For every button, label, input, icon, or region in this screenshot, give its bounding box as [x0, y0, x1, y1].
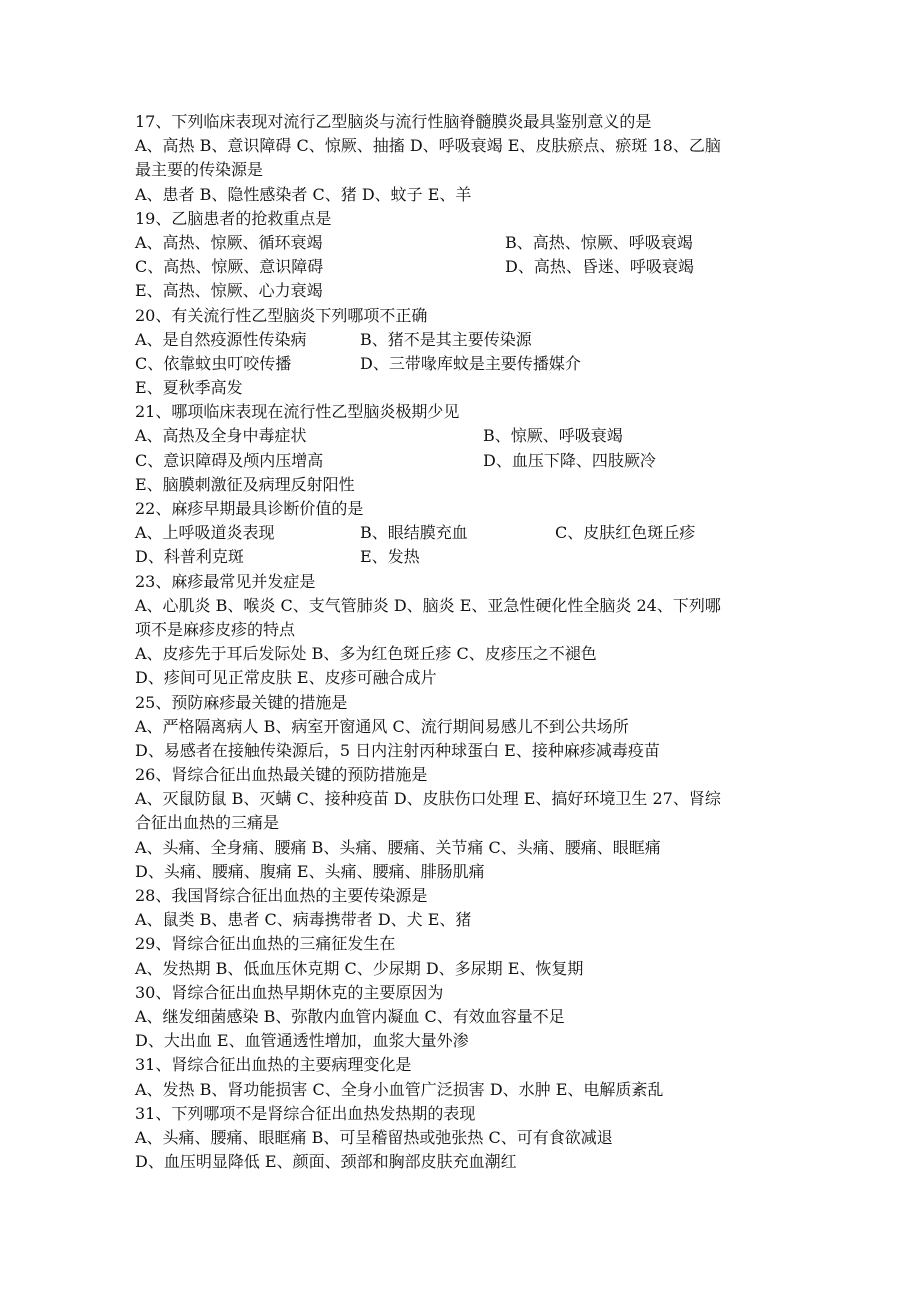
- text-line: [135, 400, 795, 424]
- line-text: D、易感者在接触传染源后，5 日内注射丙种球蛋白 E、接种麻疹减毒疫苗: [135, 740, 660, 760]
- text-line: [135, 957, 795, 981]
- text-line: [135, 908, 795, 932]
- text-line: [135, 473, 795, 497]
- line-text: A、严格隔离病人 B、病室开窗通风 C、流行期间易感儿不到公共场所: [135, 716, 629, 736]
- option-text: E、发热: [360, 547, 420, 567]
- text-line: [135, 352, 795, 376]
- text-line: [135, 521, 795, 545]
- line-text: D、大出血 E、血管通透性增加，血浆大量外渗: [135, 1031, 469, 1051]
- line-text: 合征出血热的三痛是: [135, 813, 280, 833]
- text-line: [135, 787, 795, 811]
- text-line: [135, 328, 795, 352]
- option-text: C、皮肤红色斑丘疹: [555, 523, 696, 543]
- line-text: 21、哪项临床表现在流行性乙型脑炎极期少见: [135, 402, 460, 422]
- text-line: [135, 545, 795, 569]
- line-text: 26、肾综合征出血热最关键的预防措施是: [135, 765, 428, 785]
- line-text: 30、肾综合征出血热早期休克的主要原因为: [135, 982, 444, 1002]
- text-line: [135, 763, 795, 787]
- text-line: [135, 376, 795, 400]
- line-text: E、高热、惊厥、心力衰竭: [135, 281, 323, 301]
- option-text: C、意识障碍及颅内压增高: [135, 450, 324, 470]
- text-line: [135, 715, 795, 739]
- line-text: A、皮疹先于耳后发际处 B、多为红色斑丘疹 C、皮疹压之不褪色: [135, 644, 597, 664]
- text-line: [135, 158, 795, 182]
- text-line: [135, 183, 795, 207]
- line-text: A、发热期 B、低血压休克期 C、少尿期 D、多尿期 E、恢复期: [135, 958, 584, 978]
- line-text: 31、肾综合征出血热的主要病理变化是: [135, 1055, 412, 1075]
- option-text: D、血压下降、四肢厥冷: [483, 450, 656, 470]
- line-text: 19、乙脑患者的抢救重点是: [135, 208, 332, 228]
- text-line: [135, 207, 795, 231]
- option-text: D、高热、昏迷、呼吸衰竭: [505, 257, 694, 277]
- text-line: [135, 1053, 795, 1077]
- line-text: 项不是麻疹皮疹的特点: [135, 619, 296, 639]
- option-text: C、依靠蚊虫叮咬传播: [135, 353, 292, 373]
- option-text: B、惊厥、呼吸衰竭: [483, 426, 623, 446]
- option-text: B、高热、惊厥、呼吸衰竭: [505, 232, 693, 252]
- line-text: A、发热 B、肾功能损害 C、全身小血管广泛损害 D、水肿 E、电解质紊乱: [135, 1079, 664, 1099]
- line-text: A、头痛、全身痛、腰痛 B、头痛、腰痛、关节痛 C、头痛、腰痛、眼眶痛: [135, 837, 661, 857]
- text-line: [135, 642, 795, 666]
- text-line: [135, 449, 795, 473]
- text-line: [135, 836, 795, 860]
- line-text: 29、肾综合征出血热的三痛征发生在: [135, 934, 396, 954]
- option-text: B、眼结膜充血: [360, 523, 468, 543]
- line-text: E、脑膜刺激征及病理反射阳性: [135, 474, 355, 494]
- line-text: 最主要的传染源是: [135, 160, 264, 180]
- text-line: [135, 811, 795, 835]
- text-line: [135, 1102, 795, 1126]
- option-text: D、三带喙库蚊是主要传播媒介: [360, 353, 581, 373]
- text-line: [135, 134, 795, 158]
- option-text: D、科普利克斑: [135, 547, 244, 567]
- line-text: 25、预防麻疹最关键的措施是: [135, 692, 348, 712]
- text-line: [135, 618, 795, 642]
- line-text: D、疹间可见正常皮肤 E、皮疹可融合成片: [135, 668, 437, 688]
- text-line: [135, 231, 795, 255]
- line-text: E、夏秋季高发: [135, 378, 243, 398]
- line-text: A、患者 B、隐性感染者 C、猪 D、蚊子 E、羊: [135, 184, 472, 204]
- option-text: A、是自然疫源性传染病: [135, 329, 307, 349]
- text-line: [135, 497, 795, 521]
- option-text: C、高热、惊厥、意识障碍: [135, 257, 324, 277]
- text-line: [135, 424, 795, 448]
- line-text: 22、麻疹早期最具诊断价值的是: [135, 499, 364, 518]
- text-line: [135, 1005, 795, 1029]
- text-line: [135, 884, 795, 908]
- text-line: [135, 1078, 795, 1102]
- line-text: A、心肌炎 B、喉炎 C、支气管肺炎 D、脑炎 E、亚急性硬化性全脑炎 24、下列哪: [135, 595, 721, 615]
- text-line: [135, 594, 795, 618]
- line-text: A、头痛、腰痛、眼眶痛 B、可呈稽留热或弛张热 C、可有食欲减退: [135, 1127, 613, 1147]
- text-line: [135, 981, 795, 1005]
- text-line: [135, 279, 795, 303]
- line-text: A、鼠类 B、患者 C、病毒携带者 D、犬 E、猪: [135, 910, 472, 930]
- option-text: A、上呼吸道炎表现: [135, 523, 275, 543]
- text-line: [135, 110, 795, 134]
- option-text: A、高热及全身中毒症状: [135, 426, 307, 446]
- text-line: [135, 739, 795, 763]
- line-text: A、高热 B、意识障碍 C、惊厥、抽搐 D、呼吸衰竭 E、皮肤瘀点、瘀斑 18、乙脑: [135, 136, 721, 156]
- option-text: B、猪不是其主要传染源: [360, 329, 532, 349]
- text-line: [135, 255, 795, 279]
- text-line: [135, 1126, 795, 1150]
- line-text: 23、麻疹最常见并发症是: [135, 571, 316, 591]
- text-line: [135, 1029, 795, 1053]
- line-text: 31、下列哪项不是肾综合征出血热发热期的表现: [135, 1103, 476, 1123]
- text-line: [135, 691, 795, 715]
- document-body: [135, 110, 795, 1174]
- text-line: [135, 570, 795, 594]
- line-text: D、血压明显降低 E、颜面、颈部和胸部皮肤充血潮红: [135, 1152, 517, 1172]
- text-line: [135, 860, 795, 884]
- line-text: D、头痛、腰痛、腹痛 E、头痛、腰痛、腓肠肌痛: [135, 861, 485, 881]
- line-text: A、灭鼠防鼠 B、灭螨 C、接种疫苗 D、皮肤伤口处理 E、搞好环境卫生 27、肾综: [135, 789, 721, 809]
- text-line: [135, 304, 795, 328]
- line-text: A、继发细菌感染 B、弥散内血管内凝血 C、有效血容量不足: [135, 1006, 565, 1026]
- line-text: 17、下列临床表现对流行乙型脑炎与流行性脑脊髓膜炎最具鉴别意义的是: [135, 112, 652, 131]
- line-text: 20、有关流行性乙型脑炎下列哪项不正确: [135, 305, 428, 325]
- option-text: A、高热、惊厥、循环衰竭: [135, 232, 323, 252]
- text-line: [135, 1150, 795, 1174]
- line-text: 28、我国肾综合征出血热的主要传染源是: [135, 886, 428, 905]
- text-line: [135, 666, 795, 690]
- text-line: [135, 932, 795, 956]
